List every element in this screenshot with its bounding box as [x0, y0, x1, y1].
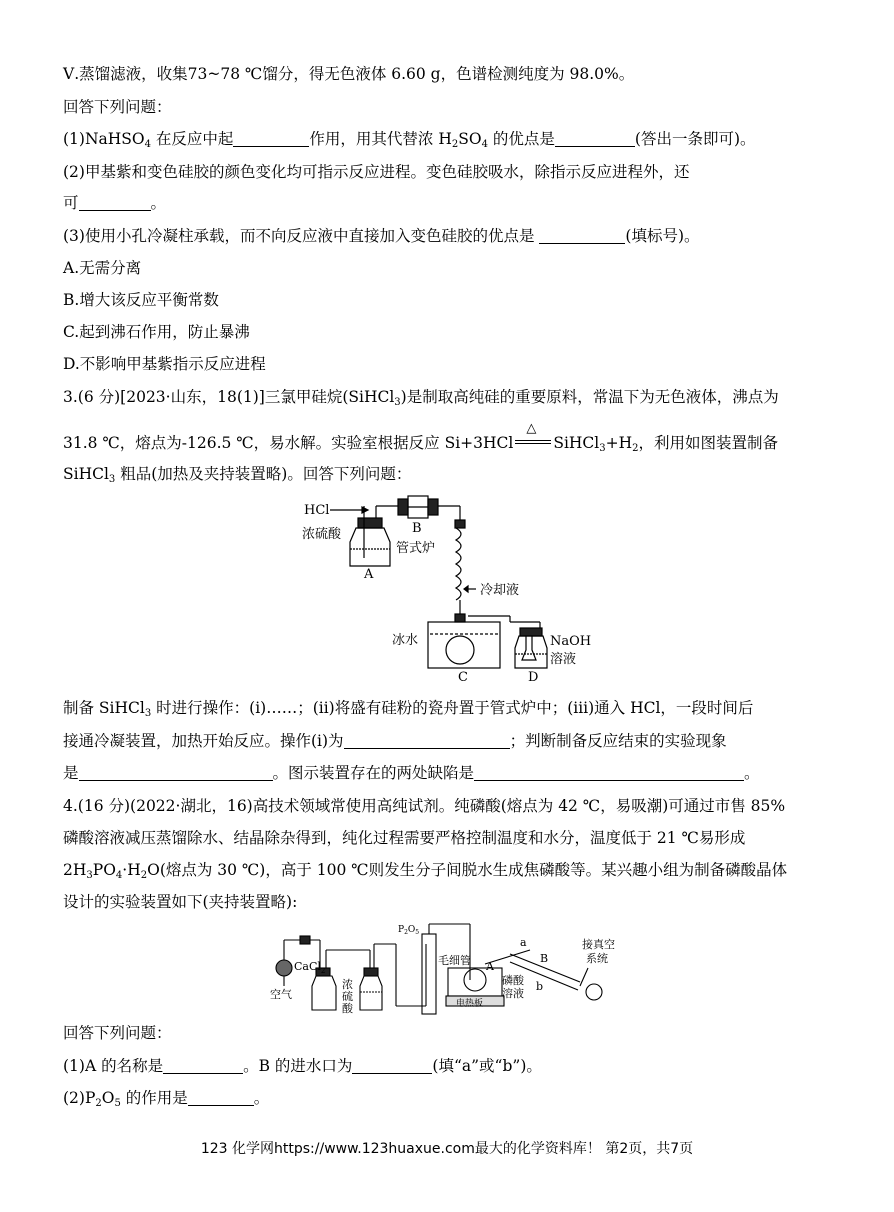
label-solution-2: 溶液 [502, 987, 524, 1000]
apparatus-figure-1 [300, 494, 600, 684]
text-line: 接通冷凝装置，加热开始反应。操作(ⅰ)为 ；判断制备反应结束的实验现象 [63, 732, 727, 750]
answer-blank[interactable] [163, 1057, 243, 1074]
label-conc-h2so4: 浓硫酸 [302, 527, 342, 542]
text-line: 是 。图示装置存在的两处缺陷是 。 [63, 764, 760, 782]
answer-blank[interactable] [344, 732, 510, 749]
label-naoh: NaOH [550, 634, 592, 649]
label-hcl: HCl [304, 503, 330, 518]
question-4-1: (1)A 的名称是 。B 的进水口为 (填“a”或“b”)。 [63, 1057, 542, 1075]
question-3-ops: 制备 SiHCl$_3$ 时进行操作：(ⅰ)……；(ⅱ)将盛有硅粉的瓷舟置于管式炉中；(ⅲ)通入 HCl，一段时间后 [63, 699, 754, 719]
label-sulfur: 硫 [342, 990, 353, 1003]
text-line: 可 。 [63, 194, 167, 212]
label-tube-furnace: 管式炉 [396, 541, 436, 556]
label-conc: 浓 [342, 978, 353, 991]
label-acid: 酸 [342, 1002, 353, 1015]
label-coolant: 冷却液 [480, 583, 520, 598]
text-line: $2H_3PO_4\cdot H_2O$(熔点为 30 ℃)，高于 100 ℃则发生分子间脱水生成焦磷酸等。某兴趣小组为制备磷酸晶体 [63, 861, 788, 881]
question-1-1: (1)NaHSO$_4$ 在反应中起 作用，用其代替浓 $H_2SO_4$ 的优点是 (答出一条即可)。 [63, 130, 756, 150]
label-solution: 溶液 [550, 652, 577, 667]
question-4-2: $(2)P_2O_5$ 的作用是 。 [63, 1089, 270, 1109]
question-3-stem: 3.(6 分)[2023·山东，18(1)]三氯甲硅烷(SiHCl$_3$)是制取高纯硅的重要原料，常温下为无色液体，沸点为 [63, 388, 779, 408]
answer-blank[interactable] [352, 1057, 432, 1074]
apparatus-figure-2 [270, 920, 630, 1020]
label-phosphoric: 磷酸 [502, 974, 524, 987]
reaction-line: 31.8 ℃，熔点为-126.5 ℃，易水解。实验室根据反应 Si+3HCl △ $SiHCl_3+H_2$，利用如图装置制备 [63, 421, 779, 454]
answer-blank[interactable] [539, 227, 625, 244]
text-line: 回答下列问题： [63, 1024, 172, 1042]
text-line: Ⅴ.蒸馏滤液，收集73~78 ℃馏分，得无色液体 6.60 g，色谱检测纯度为 98.0%。 [63, 65, 635, 83]
option-a: A.无需分离 [63, 259, 142, 277]
label-d: D [528, 670, 539, 684]
label-b-inlet: b [536, 980, 544, 993]
answer-blank[interactable] [79, 764, 273, 781]
text-line: 磷酸溶液减压蒸馏除水、结晶除杂得到，纯化过程需要严格控制温度和水分，温度低于 21 ℃易形成 [63, 829, 746, 847]
label-air: 空气 [270, 988, 292, 1001]
label-p2o5: $P_2O_5$ [398, 925, 420, 936]
text-line: SiHCl$_3$ 粗品(加热及夹持装置略)。回答下列问题： [63, 465, 412, 485]
text-line: 设计的实验装置如下(夹持装置略): [63, 893, 298, 911]
label-vacuum: 接真空 [582, 938, 615, 951]
answer-blank[interactable] [188, 1089, 254, 1106]
question-1-2: (2)甲基紫和变色硅胶的颜色变化均可指示反应进程。变色硅胶吸水，除指示反应进程外，还 [63, 163, 690, 181]
page-footer: 123 化学网https://www.123huaxue.com最大的化学资料库！ 第2页，共7页 [200, 1141, 694, 1157]
label-capillary: 毛细管 [438, 954, 471, 967]
answer-blank[interactable] [79, 194, 151, 211]
option-d: D.不影响甲基紫指示反应进程 [63, 355, 266, 373]
label-system: 系统 [586, 952, 608, 965]
option-b: B.增大该反应平衡常数 [63, 291, 219, 309]
label-a: A [364, 567, 374, 582]
label-hot-plate: 电热板 [456, 999, 484, 1009]
label-condenser-b: B [540, 952, 549, 965]
answer-blank[interactable] [233, 130, 309, 147]
label-flask-a: A [486, 960, 494, 973]
label-cacl2: CaCl$_2$ [294, 960, 326, 975]
option-c: C.起到沸石作用，防止暴沸 [63, 323, 250, 341]
label-ice-water: 冰水 [392, 633, 419, 648]
equilibrium-arrow: △ [513, 434, 553, 450]
label-a-inlet: a [520, 936, 527, 949]
label-c: C [458, 670, 468, 684]
answer-blank[interactable] [474, 764, 744, 781]
question-1-3: (3)使用小孔冷凝柱承载，而不向反应液中直接加入变色硅胶的优点是 (填标号)。 [63, 227, 700, 245]
question-4-stem: 4.(16 分)(2022·湖北，16)高技术领域常使用高纯试剂。纯磷酸(熔点为 42 ℃，易吸潮)可通过市售 85% [63, 797, 786, 815]
label-b: B [412, 521, 422, 536]
text-line: 回答下列问题： [63, 98, 172, 116]
answer-blank[interactable] [555, 130, 635, 147]
